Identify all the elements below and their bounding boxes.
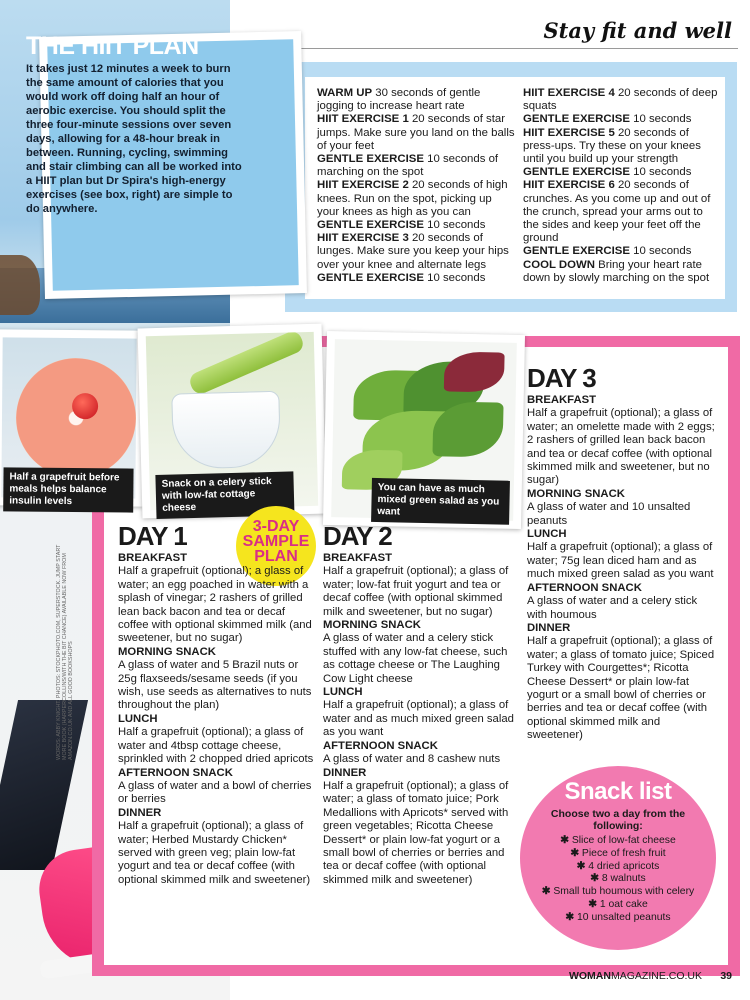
meal-heading: AFTERNOON SNACK <box>323 739 438 752</box>
meal-heading: LUNCH <box>118 712 158 725</box>
meal-text: Half a grapefruit (optional); a glass of water; an egg poached in water with a splash of vinegar; 2 rashers of grilled lean back bacon and tea or decaf coffee with optional skimmed milk (and sweetener, but no sugar) <box>118 565 312 645</box>
meal-text: Half a grapefruit (optional); a glass of water and 4tbsp cottage cheese, sprinkled with 2 chopped dried apricots <box>118 726 314 766</box>
meal-text: A glass of water and 10 unsalted peanuts <box>527 501 691 527</box>
badge-line: SAMPLE <box>242 533 310 550</box>
snack-item: ✱ Piece of fresh fruit <box>526 848 710 861</box>
hiit-step: HIIT EXERCISE 5 20 seconds of press-ups. Try these on your knees until you build up your strength <box>523 126 701 166</box>
meal-text: A glass of water and a celery stick stuffed with any low-fat cheese, such as cottage cheese or The Laughing Cow Light cheese <box>323 632 508 685</box>
meal-heading: DINNER <box>323 766 367 779</box>
hiit-plan-title: THE HIIT PLAN <box>26 32 199 60</box>
celery-photo <box>138 324 327 519</box>
meal-text: A glass of water and a celery stick with houmous <box>527 595 698 621</box>
hiit-exercises-panel <box>285 62 737 312</box>
meal-text: A glass of water and 5 Brazil nuts or 25g flaxseeds/sesame seeds (if you wish, use seeds as alternatives to nuts throughout the plan) <box>118 659 312 712</box>
meal-heading: LUNCH <box>527 528 567 541</box>
grapefruit-caption: Half a grapefruit before meals helps balance insulin levels <box>3 467 133 512</box>
tree-photo <box>0 255 40 315</box>
hiit-step: HIIT EXERCISE 1 20 seconds of star jumps. Make sure you land on the balls of your feet <box>317 113 515 152</box>
snack-item: ✱ Slice of low-fat cheese <box>526 835 710 848</box>
day-3-plan <box>527 364 717 743</box>
hiit-step: GENTLE EXERCISE 10 seconds of marching on the spot <box>317 153 499 179</box>
snack-item: ✱ Small tub houmous with celery <box>526 886 710 899</box>
header-divider <box>238 48 738 49</box>
hiit-exercises-box <box>305 77 725 299</box>
page-number: 39 <box>720 970 732 982</box>
hiit-step: HIIT EXERCISE 6 20 seconds of crunches. As you come up and out of the crunch, spread your arms out to the sides and keep your feet off the ground <box>523 179 711 245</box>
cherry <box>72 393 98 419</box>
salad-caption: You can have as much mixed green salad as you want <box>371 478 510 525</box>
snack-item: ✱ 8 walnuts <box>526 873 710 886</box>
grapefruit-photo <box>0 329 145 506</box>
snack-item: ✱ 10 unsalted peanuts <box>526 912 710 925</box>
salad-leaf <box>444 351 505 392</box>
day-2-plan <box>323 522 519 887</box>
hiit-step: GENTLE EXERCISE 10 seconds <box>317 271 486 284</box>
day-1-plan <box>118 522 318 887</box>
meal-text: Half a grapefruit (optional); a glass of water; Herbed Mustardy Chicken* served with green veg; plain low-fat yogurt and tea or decaf coffee (with optional skimmed milk and sweetener) <box>118 820 311 886</box>
snack-list-intro: Choose two a day from the following: <box>550 808 686 832</box>
photo-credits: WORDS: ABBY KNIGHT. PHOTOS: STOCKPHOTO.COM, SUPERSTOCK. JUMP START MORE BOOK (HARPERCOLLINS/WITH THE BIT CHANCE) AVAILABLE NOW FROM AMAZON.CO.UK AND ALL GOOD BOOKSHOPS <box>56 544 74 760</box>
meal-heading: AFTERNOON SNACK <box>118 766 233 779</box>
day-title: DAY 2 <box>323 521 392 551</box>
hiit-step: GENTLE EXERCISE 10 seconds <box>523 166 692 179</box>
meal-heading: BREAKFAST <box>527 394 597 406</box>
snack-item: ✱ 4 dried apricots <box>526 861 710 874</box>
meal-heading: MORNING SNACK <box>118 645 216 658</box>
meal-text: A glass of water and a bowl of cherries or berries <box>118 779 312 806</box>
day-title: DAY 3 <box>527 363 596 393</box>
day-title: DAY 1 <box>118 521 187 551</box>
badge-line: PLAN <box>254 548 298 565</box>
meal-text: Half a grapefruit (optional); a glass of water; an omelette made with 2 eggs; 2 rashers of grilled lean back bacon and tea or decaf coffee (with optional skimmed milk and sweetener, but no sugar) <box>527 407 715 487</box>
snack-list <box>520 766 716 950</box>
meal-text: Half a grapefruit (optional); a glass of water and as much mixed green salad as you want <box>323 699 514 739</box>
hiit-step: GENTLE EXERCISE 10 seconds <box>523 245 692 258</box>
section-title: Stay fit and well <box>543 18 732 43</box>
cottage-cheese-bowl <box>171 391 281 470</box>
hiit-column-left <box>317 87 515 285</box>
hiit-step: WARM UP 30 seconds of gentle jogging to increase heart rate <box>317 87 481 113</box>
footer-website: WOMANMAGAZINE.CO.UK <box>568 970 702 982</box>
meal-text: Half a grapefruit (optional); a glass of water; 75g lean diced ham and as much mixed green salad as you want <box>527 541 714 581</box>
meal-heading: LUNCH <box>323 686 363 699</box>
snack-item: ✱ 1 oat cake <box>526 899 710 912</box>
meal-heading: DINNER <box>118 806 162 819</box>
celery-caption: Snack on a celery stick with low-fat cottage cheese <box>155 471 294 519</box>
badge-line: 3-DAY <box>252 518 300 535</box>
meal-heading: BREAKFAST <box>118 552 188 564</box>
meal-text: Half a grapefruit (optional); a glass of water; a glass of tomato juice; Pork Medallions with Apricots* served with green vegetables; Ricotta Cheese Dessert* or plain low-fat yogurt or a small bowl of cherries or berries and tea or decaf coffee (with optional skimmed milk and sweetener) <box>323 779 509 886</box>
meal-heading: MORNING SNACK <box>323 619 421 632</box>
runner-legs-photo <box>0 700 88 870</box>
meal-heading: MORNING SNACK <box>527 487 625 500</box>
meal-text: Half a grapefruit (optional); a glass of water; low-fat fruit yogurt and tea or decaf coffee (with optional skimmed milk and sweetener, but no sugar) <box>323 565 509 618</box>
hiit-step: GENTLE EXERCISE 10 seconds <box>523 113 692 126</box>
hiit-plan-intro: It takes just 12 minutes a week to burn the same amount of calories that you would work off doing half an hour of aerobic exercise. You should split the three four-minute sessions over seven days, allowing for a 48-hour break in between. Running, cycling, swimming and stair climbing can all be worked into a HIIT plan but Dr Spira's high-energy exercises (see box, right) are simple to do anywhere. <box>26 63 242 215</box>
hiit-step: HIIT EXERCISE 2 20 seconds of high knees. Run on the spot, picking up your knees as high as you can <box>317 179 508 218</box>
celery-stick <box>187 332 306 397</box>
salad-photo <box>323 331 525 529</box>
hiit-column-right <box>523 87 719 285</box>
hiit-step: GENTLE EXERCISE 10 seconds <box>317 219 486 232</box>
hiit-step: HIIT EXERCISE 4 20 seconds of deep squats <box>523 87 718 113</box>
meal-heading: BREAKFAST <box>323 552 393 564</box>
snack-list-title: Snack list <box>564 778 672 805</box>
grapefruit <box>15 358 136 479</box>
hiit-step: HIIT EXERCISE 3 20 seconds of lunges. Make sure you keep your hips over your knee and alternate legs <box>317 232 509 271</box>
snack-items <box>526 835 710 925</box>
meal-heading: AFTERNOON SNACK <box>527 581 642 594</box>
meal-text: A glass of water and 8 cashew nuts <box>323 753 501 766</box>
meal-heading: DINNER <box>527 621 571 634</box>
hiit-step: COOL DOWN Bring your heart rate down by slowly marching on the spot <box>523 258 710 284</box>
meal-text: Half a grapefruit (optional); a glass of water; a glass of tomato juice; Spiced Turkey with Courgettes*; Ricotta Cheese Dessert* or plain low-fat yogurt or a small bowl of cherries or berries and tea or decaf coffee (with optional skimmed milk and sweetener) <box>527 635 715 742</box>
